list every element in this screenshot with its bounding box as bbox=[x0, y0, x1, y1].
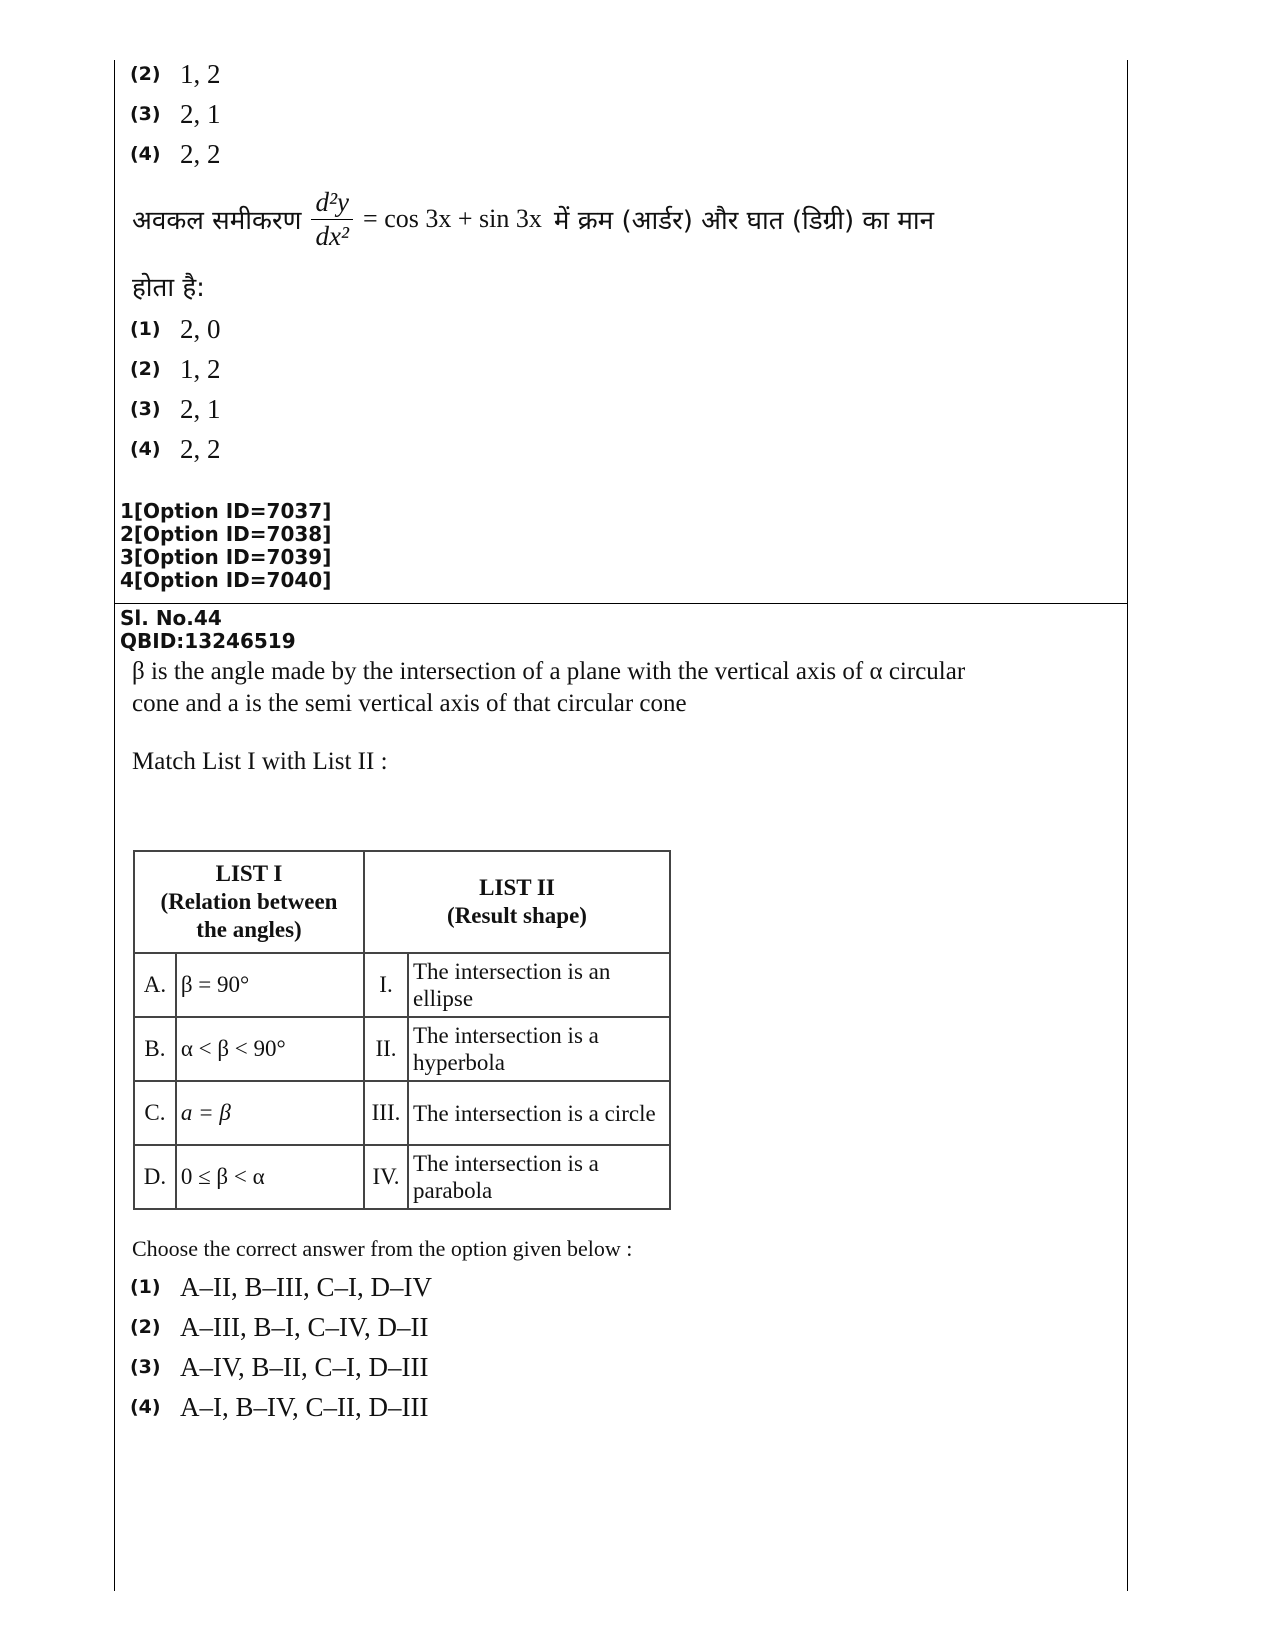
option-number: (2) bbox=[130, 63, 161, 85]
answer-option-2 bbox=[130, 1310, 428, 1344]
hindi-question-line2: होता है: bbox=[132, 273, 205, 303]
option-number: (3) bbox=[130, 1356, 161, 1378]
row-label: B. bbox=[134, 1017, 176, 1081]
answer-option-4 bbox=[130, 1390, 428, 1424]
table-row bbox=[134, 1081, 670, 1145]
shape-cell: The intersection is a parabola bbox=[408, 1145, 670, 1209]
option-id-list bbox=[120, 500, 331, 592]
option-id: 1[Option ID=7037] bbox=[120, 499, 332, 523]
relation-cell: α < β < 90° bbox=[176, 1017, 364, 1081]
question-separator bbox=[114, 603, 1128, 604]
hindi-question-line1 bbox=[132, 185, 934, 252]
answer-option-1 bbox=[130, 1270, 432, 1304]
prev-top-option-4 bbox=[130, 137, 221, 171]
shape-cell: The intersection is an ellipse bbox=[408, 953, 670, 1017]
table-row bbox=[134, 1017, 670, 1081]
row-label: D. bbox=[134, 1145, 176, 1209]
prev-top-option-3 bbox=[130, 97, 221, 131]
list2-header bbox=[364, 851, 670, 953]
derivative-fraction bbox=[311, 185, 353, 252]
option-value: A–IV, B–II, C–I, D–III bbox=[180, 1351, 429, 1382]
table-header-row bbox=[134, 851, 670, 953]
roman-label: II. bbox=[364, 1017, 408, 1081]
option-value: A–III, B–I, C–IV, D–II bbox=[180, 1311, 429, 1342]
serial-number: Sl. No.44 bbox=[120, 606, 222, 630]
choose-instruction: Choose the correct answer from the option given below : bbox=[132, 1236, 633, 1261]
option-number: (4) bbox=[130, 143, 161, 165]
option-id: 3[Option ID=7039] bbox=[120, 545, 332, 569]
match-table bbox=[133, 850, 671, 1210]
hindi-text-before: अवकल समीकरण bbox=[132, 205, 302, 236]
prev-option-3 bbox=[130, 392, 221, 426]
prev-top-option-2 bbox=[130, 57, 221, 91]
option-value: 2, 1 bbox=[180, 98, 221, 129]
table-row bbox=[134, 1145, 670, 1209]
option-value: 2, 2 bbox=[180, 138, 221, 169]
prev-option-1 bbox=[130, 312, 221, 346]
prev-option-4 bbox=[130, 432, 221, 466]
option-value: 1, 2 bbox=[180, 353, 221, 384]
option-number: (2) bbox=[130, 1316, 161, 1338]
fraction-numerator: d²y bbox=[311, 185, 353, 220]
roman-label: III. bbox=[364, 1081, 408, 1145]
list2-subtitle: (Result shape) bbox=[447, 903, 587, 928]
prev-option-2 bbox=[130, 352, 221, 386]
option-number: (4) bbox=[130, 1396, 161, 1418]
qbid: QBID:13246519 bbox=[120, 629, 296, 653]
option-id: 4[Option ID=7040] bbox=[120, 568, 332, 592]
option-number: (4) bbox=[130, 438, 161, 460]
roman-label: I. bbox=[364, 953, 408, 1017]
table-row bbox=[134, 953, 670, 1017]
option-number: (3) bbox=[130, 398, 161, 420]
option-value: A–I, B–IV, C–II, D–III bbox=[180, 1391, 429, 1422]
roman-label: IV. bbox=[364, 1145, 408, 1209]
stem-line: β is the angle made by the intersection of a plane with the vertical axis of α circular bbox=[132, 658, 966, 685]
list1-subtitle: (Relation between the angles) bbox=[160, 889, 338, 942]
option-value: A–II, B–III, C–I, D–IV bbox=[180, 1271, 432, 1302]
relation-cell: β = 90° bbox=[176, 953, 364, 1017]
option-number: (3) bbox=[130, 103, 161, 125]
option-number: (1) bbox=[130, 318, 161, 340]
hindi-text-after: में क्रम (आर्डर) और घात (डिग्री) का मान bbox=[553, 205, 935, 236]
option-number: (1) bbox=[130, 1276, 161, 1298]
fraction-denominator: dx² bbox=[315, 221, 350, 251]
option-value: 1, 2 bbox=[180, 58, 221, 89]
relation-cell: 0 ≤ β < α bbox=[176, 1145, 364, 1209]
shape-cell: The intersection is a circle bbox=[408, 1081, 670, 1145]
answer-option-3 bbox=[130, 1350, 428, 1384]
stem-line: cone and a is the semi vertical axis of that circular cone bbox=[132, 690, 687, 717]
equation-rhs: = cos 3x + sin 3x bbox=[363, 203, 542, 233]
option-number: (2) bbox=[130, 358, 161, 380]
match-instruction: Match List I with List II : bbox=[132, 748, 388, 775]
row-label: C. bbox=[134, 1081, 176, 1145]
shape-cell: The intersection is a hyperbola bbox=[408, 1017, 670, 1081]
option-value: 2, 1 bbox=[180, 393, 221, 424]
option-id: 2[Option ID=7038] bbox=[120, 522, 332, 546]
option-value: 2, 0 bbox=[180, 313, 221, 344]
row-label: A. bbox=[134, 953, 176, 1017]
option-value: 2, 2 bbox=[180, 433, 221, 464]
list1-header bbox=[134, 851, 364, 953]
list2-title: LIST II bbox=[479, 875, 555, 900]
list1-title: LIST I bbox=[215, 861, 283, 886]
relation-cell: a = β bbox=[176, 1081, 364, 1145]
question-header bbox=[120, 607, 296, 653]
question-stem bbox=[132, 656, 965, 720]
